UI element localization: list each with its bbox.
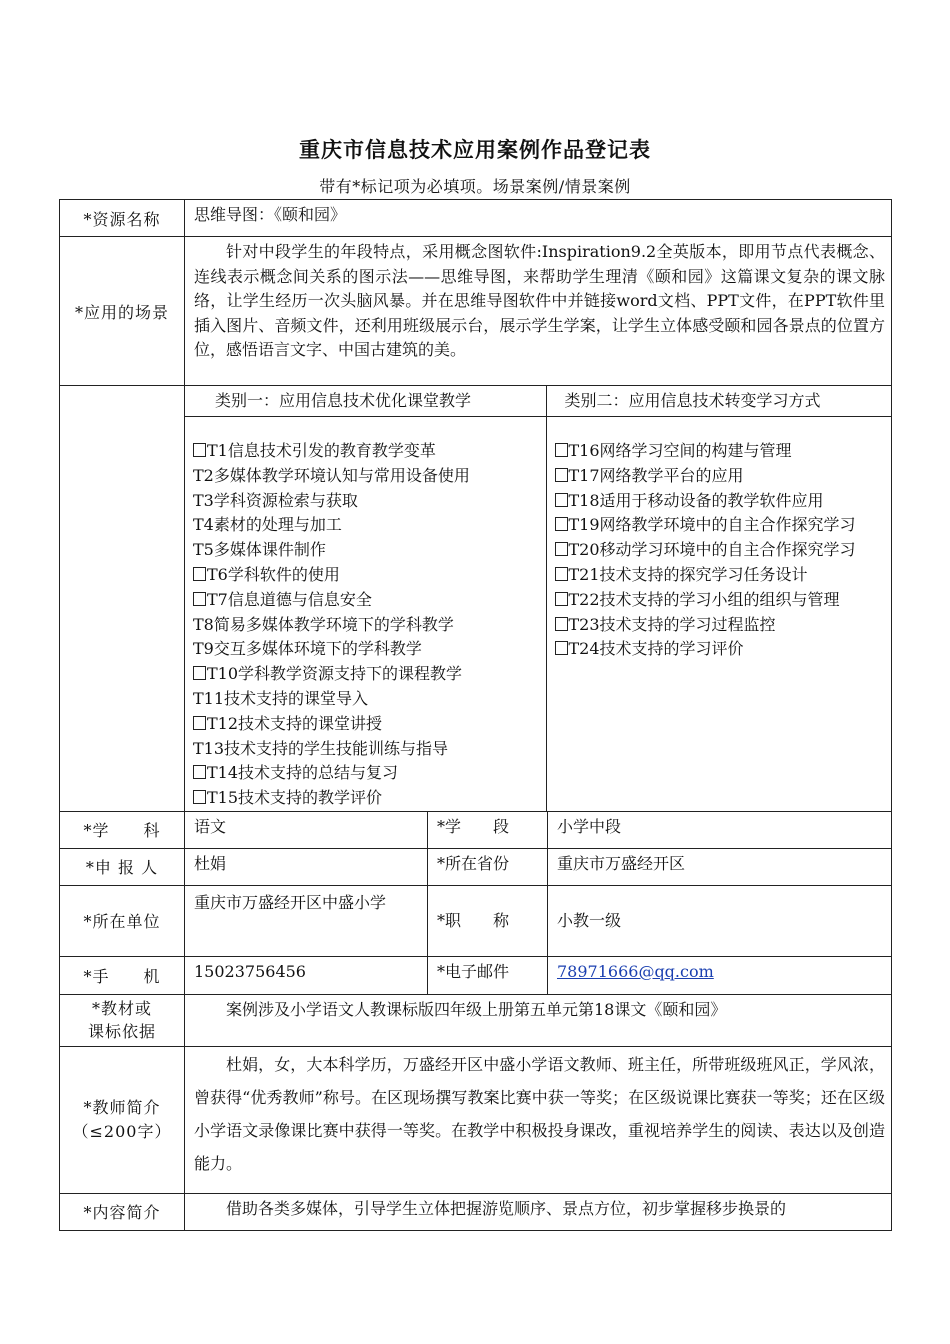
unit-label: *所在单位	[60, 885, 185, 956]
category-item-label: T5多媒体课件制作	[193, 540, 326, 560]
category-item[interactable]	[193, 464, 538, 489]
category-item[interactable]	[193, 712, 538, 737]
categories-label-empty	[60, 386, 185, 812]
category-item[interactable]	[193, 613, 538, 638]
category-item-label: T24技术支持的学习评价	[568, 639, 744, 659]
category-item-label: T6学科软件的使用	[207, 564, 340, 584]
region-label: *所在省份	[428, 848, 548, 885]
textbook-value[interactable]: 案例涉及小学语文人教课标版四年级上册第五单元第18课文《颐和园》	[185, 994, 892, 1046]
checkbox-icon[interactable]	[555, 567, 568, 581]
registration-form	[59, 199, 892, 1231]
category-item-label: T2多媒体教学环境认知与常用设备使用	[193, 465, 470, 485]
categories-inner	[185, 386, 891, 811]
category-two-header: 类别二：应用信息技术转变学习方式	[547, 386, 892, 417]
category-item[interactable]	[193, 513, 538, 538]
category-item-label: T4素材的处理与加工	[193, 515, 342, 535]
row-subject	[60, 811, 892, 848]
category-item-label: T20移动学习环境中的自主合作探究学习	[568, 540, 856, 560]
checkbox-icon[interactable]	[555, 641, 568, 655]
row-scene	[60, 237, 892, 386]
category-item[interactable]	[193, 786, 538, 811]
category-item-label: T12技术支持的课堂讲授	[207, 713, 383, 733]
category-item-label: T14技术支持的总结与复习	[207, 763, 399, 783]
teacher-text[interactable]: 杜娟，女，大本科学历，万盛经开区中盛小学语文教师、班主任，所带班级班风正，学风浓，曾获得“优秀教师”称号。在区现场撰写教案比赛中获一等奖；在区级说课比赛获一等奖；还在区级小学语文录像课比赛中获得一等奖。在教学中积极投身课改，重视培养学生的阅读、表达以及创造能力。	[185, 1046, 892, 1193]
category-item[interactable]	[555, 538, 884, 563]
subject-label: *学 科	[60, 811, 185, 848]
textbook-label-line1: *教材或	[91, 999, 152, 1019]
applicant-value[interactable]: 杜娟	[185, 848, 428, 885]
row-resource	[60, 200, 892, 237]
category-item[interactable]	[555, 588, 884, 613]
category-item-label: T19网络教学环境中的自主合作探究学习	[568, 515, 856, 535]
textbook-label-line2: 课标依据	[87, 1022, 156, 1042]
category-item[interactable]	[193, 737, 538, 762]
page-title: 重庆市信息技术应用案例作品登记表	[299, 137, 651, 162]
checkbox-icon[interactable]	[555, 493, 568, 507]
category-item[interactable]	[193, 637, 538, 662]
content-label: *内容简介	[60, 1193, 185, 1230]
row-teacher	[60, 1046, 892, 1193]
row-content	[60, 1193, 892, 1230]
row-textbook	[60, 994, 892, 1046]
checkbox-icon[interactable]	[555, 542, 568, 556]
category-one-header: 类别一：应用信息技术优化课堂教学	[185, 386, 546, 417]
category-item[interactable]	[193, 439, 538, 464]
category-item[interactable]	[555, 489, 884, 514]
row-contact	[60, 956, 892, 994]
category-item-label: T22技术支持的学习小组的组织与管理	[568, 589, 840, 609]
phone-value[interactable]: 15023756456	[185, 956, 428, 994]
page-subtitle: 带有*标记项为必填项。场景案例/情景案例	[319, 177, 631, 196]
stage-label: *学 段	[428, 811, 548, 848]
category-item[interactable]	[193, 489, 538, 514]
category-item-label: T13技术支持的学生技能训练与指导	[193, 738, 449, 758]
email-cell	[548, 956, 892, 994]
unit-value[interactable]: 重庆市万盛经开区中盛小学	[185, 885, 428, 956]
checkbox-icon[interactable]	[193, 765, 206, 779]
category-item[interactable]	[555, 637, 884, 662]
teacher-label	[60, 1046, 185, 1193]
checkbox-icon[interactable]	[193, 567, 206, 581]
subject-value[interactable]: 语文	[185, 811, 428, 848]
category-item[interactable]	[193, 588, 538, 613]
category-item[interactable]	[193, 538, 538, 563]
category-item[interactable]	[555, 563, 884, 588]
categories-cell	[185, 386, 892, 812]
category-item-label: T7信息道德与信息安全	[207, 589, 372, 609]
category-item-label: T23技术支持的学习过程监控	[568, 614, 776, 634]
checkbox-icon[interactable]	[193, 666, 206, 680]
scene-text[interactable]: 针对中段学生的年段特点，采用概念图软件:Inspiration9.2全英版本，即用节点代表概念、连线表示概念间关系的图示法——思维导图，来帮助学生理清《颐和园》这篇课文复杂的课文脉络，让学生经历一次头脑风暴。并在思维导图软件中并链接word文档、PPT文件，在PPT软件里插入图片、音频文件，还利用班级展示台，展示学生学案，让学生立体感受颐和园各景点的位置方位，感悟语言文字、中国古建筑的美。	[185, 237, 892, 386]
category-item[interactable]	[193, 662, 538, 687]
category-item-label: T11技术支持的课堂导入	[193, 688, 369, 708]
checkbox-icon[interactable]	[555, 592, 568, 606]
email-link[interactable]: 78971666@qq.com	[557, 961, 714, 981]
checkbox-icon[interactable]	[555, 617, 568, 631]
category-item[interactable]	[555, 513, 884, 538]
category-item[interactable]	[193, 761, 538, 786]
checkbox-icon[interactable]	[193, 443, 206, 457]
email-label: *电子邮件	[428, 956, 548, 994]
teacher-label-line2: （≤200字）	[72, 1121, 172, 1141]
checkbox-icon[interactable]	[555, 443, 568, 457]
category-item-label: T17网络教学平台的应用	[568, 465, 744, 485]
row-categories	[60, 386, 892, 812]
checkbox-icon[interactable]	[555, 468, 568, 482]
stage-value[interactable]: 小学中段	[548, 811, 892, 848]
checkbox-icon[interactable]	[193, 790, 206, 804]
category-item-label: T21技术支持的探究学习任务设计	[568, 564, 808, 584]
resource-label: *资源名称	[60, 200, 185, 237]
applicant-label: *申 报 人	[60, 848, 185, 885]
category-item-label: T16网络学习空间的构建与管理	[568, 441, 792, 460]
category-one	[185, 386, 546, 811]
category-item[interactable]	[555, 439, 884, 464]
teacher-label-line1: *教师简介	[83, 1097, 161, 1117]
textbook-label	[60, 994, 185, 1046]
row-unit	[60, 885, 892, 956]
category-item[interactable]	[555, 613, 884, 638]
category-item-label: T9交互多媒体环境下的学科教学	[193, 639, 422, 659]
region-value[interactable]: 重庆市万盛经开区	[548, 848, 892, 885]
phone-label: *手 机	[60, 956, 185, 994]
checkbox-icon[interactable]	[193, 592, 206, 606]
category-one-list	[185, 417, 546, 811]
category-two-list	[547, 417, 892, 662]
rank-label: *职 称	[428, 885, 548, 956]
category-item-label: T18适用于移动设备的教学软件应用	[568, 490, 824, 510]
category-item[interactable]	[193, 563, 538, 588]
row-applicant	[60, 848, 892, 885]
checkbox-icon[interactable]	[193, 716, 206, 730]
checkbox-icon[interactable]	[555, 517, 568, 531]
category-item[interactable]	[193, 687, 538, 712]
category-item[interactable]	[555, 464, 884, 489]
content-text[interactable]: 借助各类多媒体，引导学生立体把握游览顺序、景点方位，初步掌握移步换景的	[185, 1193, 892, 1230]
category-item-label: T15技术支持的教学评价	[207, 788, 383, 808]
category-item-label: T8简易多媒体教学环境下的学科教学	[193, 614, 454, 634]
resource-value[interactable]: 思维导图：《颐和园》	[185, 200, 892, 237]
category-item-label: T10学科教学资源支持下的课程教学	[207, 664, 463, 684]
category-two	[546, 386, 891, 811]
category-item-label: T1信息技术引发的教育教学变革	[207, 441, 436, 460]
rank-value[interactable]: 小教一级	[548, 885, 892, 956]
category-item-label: T3学科资源检索与获取	[193, 490, 358, 510]
scene-label: *应用的场景	[60, 237, 185, 386]
